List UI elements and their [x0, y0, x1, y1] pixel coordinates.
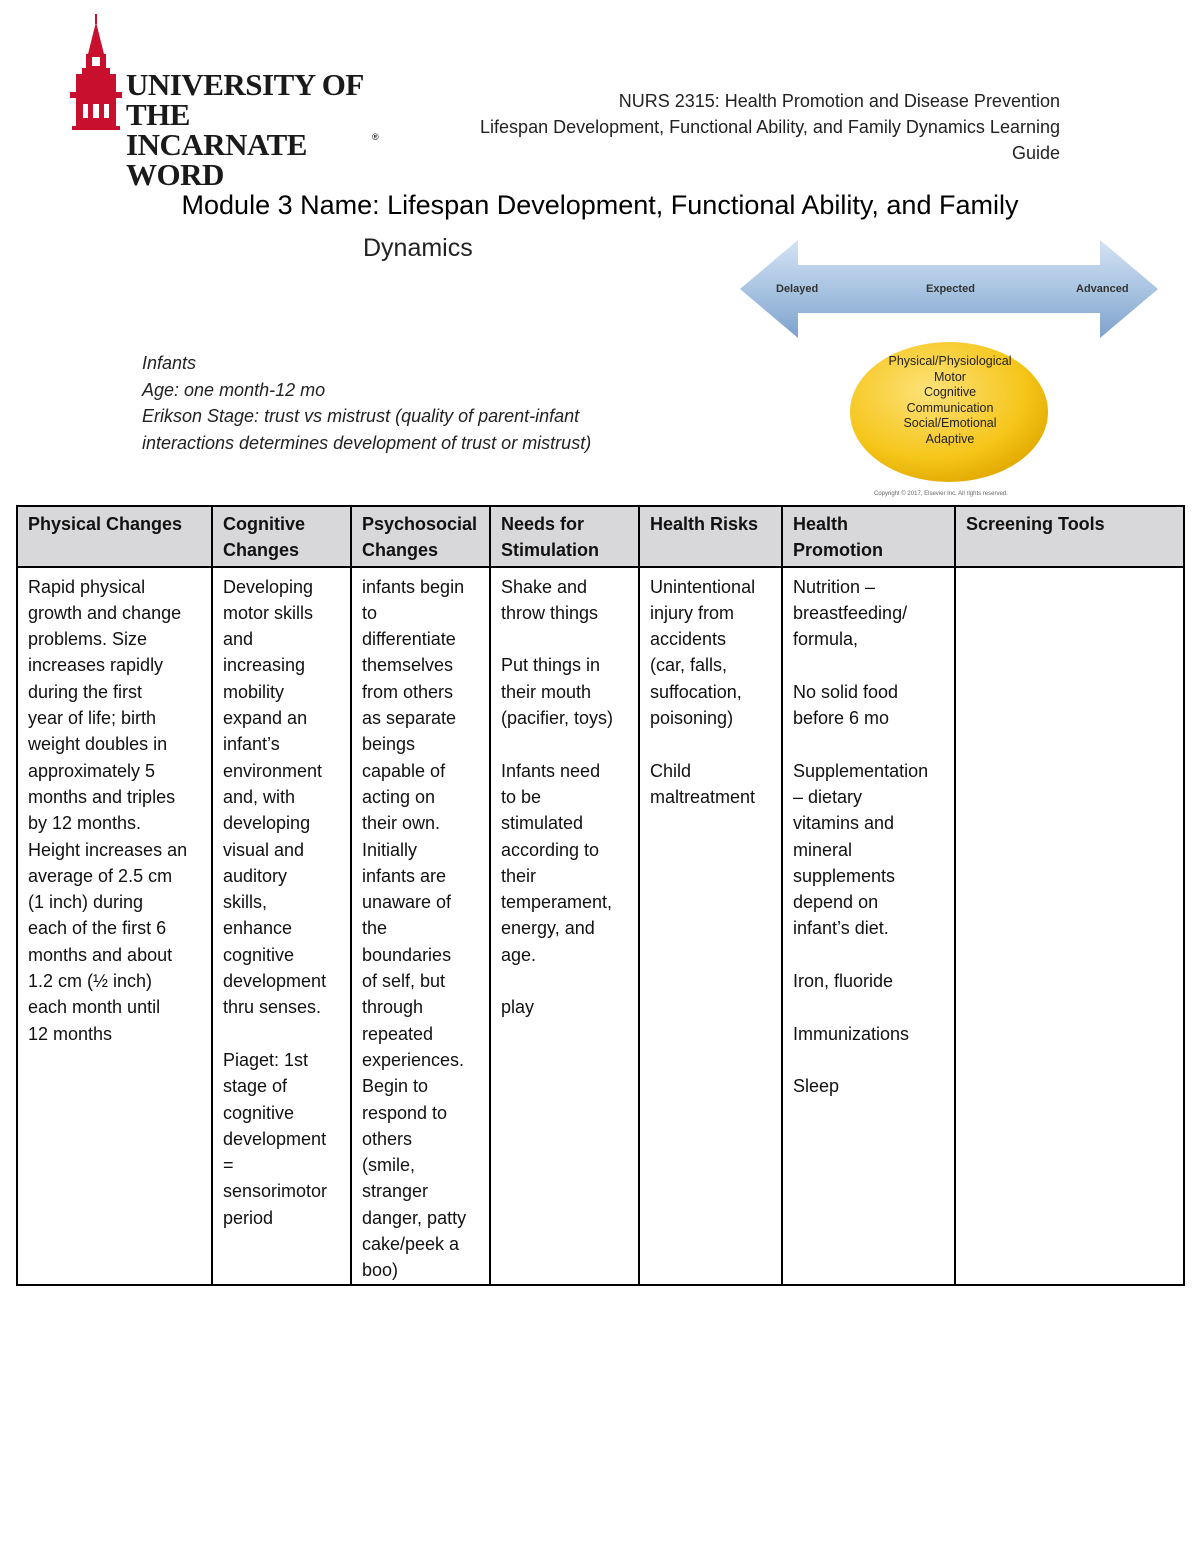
- cell-line: to be: [501, 786, 542, 807]
- column-header: [17, 506, 212, 567]
- cell-line: the: [362, 918, 388, 939]
- cell-line: – dietary: [793, 786, 863, 807]
- cell-line: Piaget: 1st: [223, 1049, 309, 1070]
- cell-line: developing: [223, 813, 311, 834]
- table-cell: [212, 567, 351, 1285]
- cell-line: their: [501, 865, 537, 886]
- blank-line: [793, 994, 944, 1020]
- cell-line: problems. Size: [28, 629, 148, 650]
- cell-line: maltreatment: [650, 786, 756, 807]
- cell-line: acting on: [362, 786, 436, 807]
- cell-line: each of the first 6: [28, 918, 167, 939]
- cell-line: differentiate: [362, 629, 456, 650]
- cell-line: enhance: [223, 918, 293, 939]
- table-cell: [490, 567, 639, 1285]
- cell-line: average of 2.5 cm: [28, 865, 173, 886]
- cell-line: experiences.: [362, 1049, 465, 1070]
- column-header-line: Changes: [223, 540, 300, 561]
- development-domains-list: [852, 354, 1048, 448]
- column-header-line: Stimulation: [501, 540, 599, 561]
- cell-line: period: [223, 1207, 274, 1228]
- cell-line: Immunizations: [793, 1023, 910, 1044]
- page-title-continued: Dynamics: [363, 234, 473, 262]
- cell-line: 1.2 cm (½ inch): [28, 971, 153, 992]
- cell-line: Height increases an: [28, 839, 188, 860]
- cell-line: (1 inch) during: [28, 892, 144, 913]
- column-header: [639, 506, 782, 567]
- spectrum-label-expected: Expected: [926, 283, 975, 295]
- figure-copyright: Copyright © 2017, Elsevier Inc. All rights reserved.: [874, 491, 1008, 497]
- cell-line: vitamins and: [793, 813, 895, 834]
- blank-line: [793, 731, 944, 757]
- domain-item: Physical/Physiological: [888, 354, 1012, 368]
- cell-line: increasing: [223, 655, 306, 676]
- cell-line: infant’s: [223, 734, 280, 755]
- cell-line: supplements: [793, 865, 896, 886]
- stage-intro: [142, 350, 591, 456]
- cell-line: accidents: [650, 629, 727, 650]
- column-header-line: Health: [793, 514, 849, 534]
- university-logo: [66, 14, 396, 192]
- age-range: Age: one month-12 mo: [142, 379, 326, 400]
- column-header-line: Promotion: [793, 540, 883, 561]
- cell-line: cognitive: [223, 944, 295, 965]
- cell-line: visual and: [223, 839, 305, 860]
- logo-wordmark: [126, 67, 396, 192]
- cell-line: and: [223, 629, 254, 650]
- cell-line: Unintentional: [650, 576, 756, 597]
- page-title: Module 3 Name: Lifespan Development, Functional Ability, and Family: [181, 190, 1019, 220]
- cell-line: their mouth: [501, 681, 592, 702]
- blank-line: [501, 626, 628, 652]
- cell-line: stage of: [223, 1076, 288, 1097]
- cell-line: Developing: [223, 576, 314, 597]
- cell-line: expand an: [223, 708, 308, 729]
- cell-line: throw things: [501, 602, 599, 623]
- course-name: NURS 2315: Health Promotion and Disease Prevention: [618, 91, 1060, 111]
- spectrum-label-advanced: Advanced: [1076, 283, 1129, 295]
- cell-line: (smile,: [362, 1155, 415, 1176]
- cell-line: (car, falls,: [650, 655, 728, 676]
- domain-item: Cognitive: [923, 385, 977, 400]
- erikson-stage-continued: interactions determines development of trust or mistrust): [142, 432, 592, 453]
- cell-line: 12 months: [28, 1023, 113, 1044]
- logo-line-2: INCARNATE WORD: [126, 127, 307, 192]
- learning-guide-table: [16, 505, 1185, 1286]
- cell-line: =: [223, 1155, 234, 1176]
- course-header: [400, 88, 1060, 166]
- column-header: [955, 506, 1184, 567]
- cell-line: as separate: [362, 708, 457, 729]
- blank-line: [501, 968, 628, 994]
- cell-line: infants are: [362, 865, 447, 886]
- cell-line: during the first: [28, 681, 143, 702]
- cell-line: play: [501, 997, 535, 1018]
- cell-line: infant’s diet.: [793, 918, 889, 939]
- cell-line: their own.: [362, 813, 441, 834]
- cell-line: boundaries: [362, 944, 452, 965]
- registered-mark: ®: [372, 132, 379, 142]
- cell-line: year of life; birth: [28, 708, 157, 729]
- cell-line: Sleep: [793, 1076, 840, 1097]
- cell-line: Infants need: [501, 760, 601, 781]
- cell-line: months and about: [28, 944, 173, 965]
- cell-line: months and triples: [28, 786, 176, 807]
- cell-line: others: [362, 1128, 413, 1149]
- blank-line: [650, 731, 771, 757]
- column-header-line: Changes: [362, 540, 439, 561]
- age-group: Infants: [142, 353, 197, 373]
- cell-line: Begin to: [362, 1076, 429, 1097]
- table-cell: [639, 567, 782, 1285]
- table-cell: [17, 567, 212, 1285]
- column-header: [351, 506, 490, 567]
- cell-line: mobility: [223, 681, 285, 702]
- cell-line: from others: [362, 681, 454, 702]
- cell-line: of self, but: [362, 971, 446, 992]
- logo-line-1: UNIVERSITY OF THE: [126, 67, 363, 132]
- cell-line: poisoning): [650, 708, 734, 729]
- cell-line: capable of: [362, 760, 446, 781]
- table-row: [17, 567, 1184, 1285]
- blank-line: [501, 731, 628, 757]
- cell-line: Put things in: [501, 655, 601, 676]
- cell-line: mineral: [793, 839, 853, 860]
- column-header-line: Needs for: [501, 514, 585, 534]
- cell-line: Nutrition –: [793, 576, 876, 597]
- erikson-stage: Erikson Stage: trust vs mistrust (quality of parent-infant: [142, 406, 580, 426]
- cell-line: Iron, fluoride: [793, 971, 894, 992]
- cell-line: stranger: [362, 1181, 429, 1202]
- cell-line: Supplementation: [793, 760, 929, 781]
- cell-line: (pacifier, toys): [501, 708, 614, 729]
- cell-line: sensorimotor: [223, 1181, 328, 1202]
- domain-item: Social/Emotional: [903, 416, 997, 431]
- cell-line: cake/peek a: [362, 1234, 460, 1255]
- cell-line: according to: [501, 839, 600, 860]
- domain-item: Adaptive: [925, 431, 975, 446]
- guide-name-line-1: Lifespan Development, Functional Ability, and Family Dynamics Learning: [480, 117, 1060, 137]
- cell-line: beings: [362, 734, 416, 755]
- cell-line: weight doubles in: [28, 734, 168, 755]
- cell-line: before 6 mo: [793, 708, 890, 729]
- cell-line: through: [362, 997, 424, 1018]
- tower-icon: [66, 14, 126, 134]
- cell-line: development: [223, 971, 327, 992]
- column-header-line: Psychosocial: [362, 514, 478, 534]
- domain-item: Communication: [906, 400, 994, 415]
- cell-line: formula,: [793, 629, 859, 650]
- table-cell: [955, 567, 1184, 1285]
- cell-line: breastfeeding/: [793, 602, 908, 623]
- cell-line: stimulated: [501, 813, 584, 834]
- cell-line: respond to: [362, 1102, 448, 1123]
- cell-line: repeated: [362, 1023, 434, 1044]
- cell-line: development: [223, 1128, 327, 1149]
- cell-line: unaware of: [362, 892, 452, 913]
- column-header-line: Cognitive: [223, 514, 306, 534]
- domain-item: Motor: [934, 369, 966, 384]
- cell-line: skills,: [223, 892, 267, 913]
- cell-line: approximately 5: [28, 760, 156, 781]
- cell-line: boo): [362, 1260, 399, 1281]
- column-header: [490, 506, 639, 567]
- cell-line: infants begin: [362, 576, 465, 597]
- cell-line: danger, patty: [362, 1207, 467, 1228]
- cell-line: themselves: [362, 655, 454, 676]
- blank-line: [793, 1047, 944, 1073]
- cell-line: and, with: [223, 786, 296, 807]
- cell-line: by 12 months.: [28, 813, 142, 834]
- cell-line: cognitive: [223, 1102, 295, 1123]
- cell-line: depend on: [793, 892, 879, 913]
- blank-line: [223, 1021, 340, 1047]
- cell-line: auditory: [223, 865, 288, 886]
- table-cell: [782, 567, 955, 1285]
- guide-name-line-2: Guide: [1011, 143, 1060, 163]
- cell-line: motor skills: [223, 602, 314, 623]
- cell-line: Rapid physical: [28, 576, 146, 597]
- cell-line: environment: [223, 760, 323, 781]
- column-header-line: Screening Tools: [966, 514, 1105, 534]
- blank-line: [793, 652, 944, 678]
- cell-line: growth and change: [28, 602, 182, 623]
- cell-line: temperament,: [501, 892, 613, 913]
- cell-line: No solid food: [793, 681, 899, 702]
- column-header: [782, 506, 955, 567]
- column-header-line: Health Risks: [650, 514, 759, 534]
- cell-line: thru senses.: [223, 997, 322, 1018]
- column-header-line: Physical Changes: [28, 514, 183, 534]
- cell-line: suffocation,: [650, 681, 742, 702]
- table-cell: [351, 567, 490, 1285]
- table-header-row: [17, 506, 1184, 567]
- spectrum-label-delayed: Delayed: [776, 283, 819, 295]
- cell-line: Child: [650, 760, 692, 781]
- cell-line: increases rapidly: [28, 655, 164, 676]
- cell-line: Initially: [362, 839, 418, 860]
- cell-line: age.: [501, 944, 537, 965]
- cell-line: injury from: [650, 602, 735, 623]
- cell-line: each month until: [28, 997, 161, 1018]
- blank-line: [793, 942, 944, 968]
- cell-line: to: [362, 602, 378, 623]
- cell-line: Shake and: [501, 576, 588, 597]
- column-header: [212, 506, 351, 567]
- cell-line: energy, and: [501, 918, 595, 939]
